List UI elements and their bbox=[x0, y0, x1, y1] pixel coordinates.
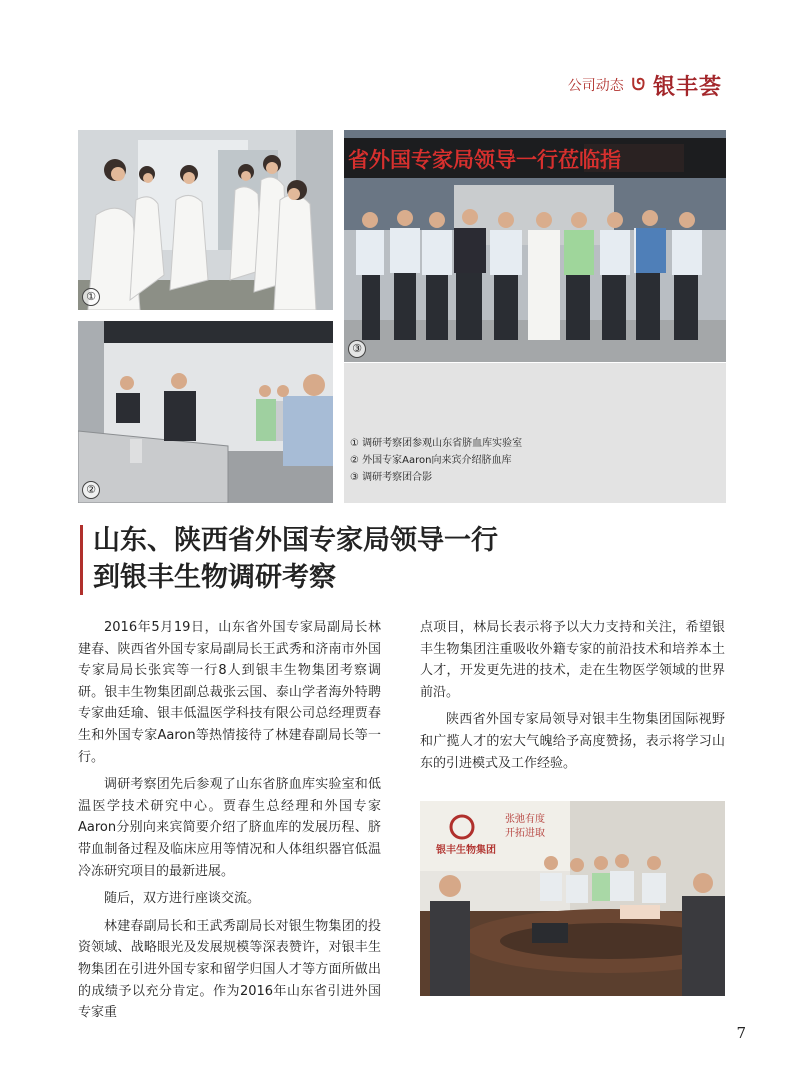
article-title bbox=[93, 522, 498, 596]
section-label: 公司动态 bbox=[567, 78, 624, 94]
photo-lab-visit bbox=[78, 130, 333, 310]
slogan-line: 开拓进取 bbox=[505, 828, 545, 839]
paragraph: 林建春副局长和王武秀副局长对银生物集团的投资领域、战略眼光及发展规模等深表赞许，对银丰生物集团在引进外国专家和留学归国人才等方面所做出的成绩予以充分肯定。作为2016年山东省引进外国专家重 bbox=[78, 918, 381, 1021]
photo-number-badge: ② bbox=[82, 481, 100, 499]
photo-tank-room bbox=[78, 321, 333, 503]
page-header bbox=[568, 72, 722, 98]
slogan-line: 张弛有度 bbox=[505, 814, 545, 825]
title-accent-bar bbox=[80, 525, 83, 595]
caption-item: ① 调研考察团参观山东省脐血库实验室 bbox=[350, 438, 523, 449]
article-column-right bbox=[420, 617, 725, 780]
paragraph: 陕西省外国专家局领导对银丰生物集团国际视野和广揽人才的宏大气魄给予高度赞扬，表示将学习山东的引进模式及工作经验。 bbox=[420, 712, 725, 771]
page-number: 7 bbox=[736, 1024, 746, 1042]
title-line: 山东、陕西省外国专家局领导一行 bbox=[93, 525, 498, 556]
tank-room-scene bbox=[78, 321, 333, 503]
paragraph: 随后，双方进行座谈交流。 bbox=[104, 891, 261, 907]
caption-item: ② 外国专家Aaron向来宾介绍脐血库 bbox=[350, 455, 512, 466]
company-sign: 银丰生物集团 bbox=[436, 845, 496, 856]
brand-logo: 银丰荟 bbox=[652, 73, 722, 100]
paragraph: 2016年5月19日，山东省外国专家局副局长林建春、陕西省外国专家局副局长王武秀和济南市外国专家局局长张宾等一行8人到银丰生物集团考察调研。银丰生物集团副总裁张云国、泰山学者海外特聘专家曲廷瑜、银丰低温医学科技有限公司总经理贾春生和外国专家Aaron等热情接待了林建春副局长等一行。 bbox=[78, 620, 381, 765]
caption-list bbox=[350, 435, 522, 486]
photo-number-badge: ① bbox=[82, 288, 100, 306]
photo-captions bbox=[344, 363, 726, 503]
photo-number-badge: ③ bbox=[348, 340, 366, 358]
swirl-icon: ᘎ bbox=[631, 75, 645, 94]
paragraph: 调研考察团先后参观了山东省脐血库实验室和低温医学技术研究中心。贾春生总经理和外国专家Aaron分别向来宾简要介绍了脐血库的发展历程、脐带血制备过程及临床应用等情况和人体组织器官低温冷冻研究项目的最新进展。 bbox=[78, 777, 381, 879]
title-line: 到银丰生物调研考察 bbox=[93, 562, 336, 593]
welcome-banner: 省外国专家局领导一行莅临指 bbox=[348, 148, 621, 172]
paragraph-continued: 点项目，林局长表示将予以大力支持和关注，希望银丰生物集团注重吸收外籍专家的前沿技术和培养本土人才，开发更先进的技术，走在生物医学领域的世界前沿。 bbox=[420, 620, 725, 700]
caption-item: ③ 调研考察团合影 bbox=[350, 472, 433, 483]
photo-group bbox=[344, 130, 726, 362]
meeting-scene bbox=[420, 801, 725, 996]
photo-meeting bbox=[420, 801, 725, 996]
lab-scene bbox=[78, 130, 333, 310]
article-column-left bbox=[78, 617, 381, 1030]
wall-slogan bbox=[505, 813, 545, 841]
